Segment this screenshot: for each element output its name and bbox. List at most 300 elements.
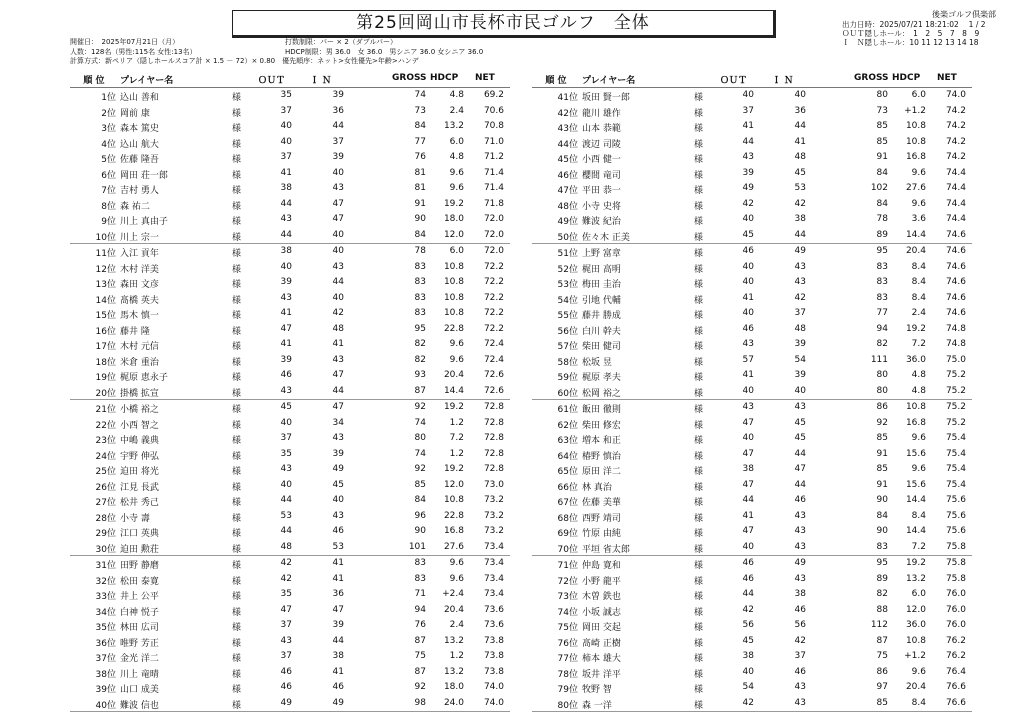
out-score-cell: 43 bbox=[742, 402, 754, 412]
player-name-cell: 木村 洋美 bbox=[120, 264, 159, 275]
table-row bbox=[532, 150, 972, 166]
rows-left bbox=[70, 88, 510, 712]
in-score-cell: 41 bbox=[332, 573, 344, 584]
out-score-cell: 41 bbox=[742, 370, 754, 380]
net-cell: 74.6 bbox=[945, 277, 966, 287]
hdcp-cell: 24.0 bbox=[443, 697, 464, 708]
in-score-cell: 46 bbox=[332, 526, 344, 536]
in-score-cell: 45 bbox=[794, 167, 806, 178]
table-row bbox=[70, 212, 510, 228]
table-row bbox=[70, 135, 510, 151]
player-name-cell: 佐々木 正美 bbox=[582, 232, 630, 243]
gross-cell: 101 bbox=[408, 541, 426, 552]
in-hidden-holes: Ｉ Ｎ隠しホール：10 11 12 13 14 18 bbox=[842, 38, 979, 47]
rank-cell: 47位 bbox=[557, 186, 578, 196]
player-name-cell: 迫田 将光 bbox=[120, 467, 159, 477]
rank-cell: 66位 bbox=[557, 482, 578, 493]
in-score-cell: 42 bbox=[332, 308, 344, 318]
in-score-cell: 46 bbox=[332, 682, 344, 692]
table-row bbox=[70, 197, 510, 213]
net-cell: 74.2 bbox=[945, 152, 966, 162]
rank-cell: 30位 bbox=[95, 544, 116, 555]
out-score-cell: 54 bbox=[742, 682, 754, 692]
player-name-cell: 田野 静磨 bbox=[120, 561, 159, 571]
out-score-cell: 46 bbox=[742, 246, 754, 256]
in-score-cell: 45 bbox=[332, 479, 344, 490]
rank-cell: 70位 bbox=[557, 544, 578, 555]
out-score-cell: 46 bbox=[742, 558, 754, 568]
hdcp-cell: 7.2 bbox=[911, 339, 926, 349]
table-row bbox=[532, 275, 972, 291]
gross-cell: 94 bbox=[876, 323, 888, 334]
net-cell: 74.2 bbox=[945, 136, 966, 147]
honorific-cell: 様 bbox=[694, 264, 704, 275]
gross-cell: 89 bbox=[876, 229, 888, 240]
net-cell: 72.2 bbox=[483, 323, 504, 334]
table-row bbox=[70, 384, 510, 400]
honorific-cell: 様 bbox=[232, 155, 242, 165]
gross-cell: 83 bbox=[414, 573, 426, 584]
net-cell: 74.8 bbox=[945, 339, 966, 349]
in-score-cell: 43 bbox=[794, 526, 806, 536]
player-name-cell: 牧野 智 bbox=[582, 685, 612, 695]
net-cell: 72.2 bbox=[483, 277, 504, 287]
net-cell: 72.8 bbox=[483, 464, 504, 474]
out-score-cell: 44 bbox=[742, 589, 754, 599]
player-name-cell: 平田 恭一 bbox=[582, 186, 621, 196]
in-score-cell: 43 bbox=[332, 510, 344, 521]
hdcp-cell: 19.2 bbox=[443, 198, 464, 209]
net-cell: 75.6 bbox=[945, 495, 966, 505]
out-score-cell: 45 bbox=[280, 402, 292, 412]
hdcp-header: HDCP bbox=[430, 73, 459, 83]
net-cell: 73.4 bbox=[483, 589, 504, 599]
player-name-cell: 山本 恭範 bbox=[582, 124, 621, 134]
honorific-cell: 様 bbox=[232, 436, 242, 446]
honorific-cell: 様 bbox=[232, 638, 242, 649]
player-name-cell: 川上 真由子 bbox=[120, 217, 168, 227]
gross-cell: 80 bbox=[876, 370, 888, 380]
in-score-cell: 44 bbox=[794, 479, 806, 490]
player-name-cell: 平垣 省太郎 bbox=[582, 544, 630, 555]
calc-method: 計算方式：新ペリア（隠しホールスコア計 × 1.5 － 72）× 0.80 優先順序：ネット>女性優先>年齢>ハンデ bbox=[70, 57, 419, 65]
out-score-cell: 47 bbox=[280, 323, 292, 334]
table-row bbox=[532, 353, 972, 369]
honorific-cell: 様 bbox=[694, 482, 704, 493]
gross-cell: 83 bbox=[414, 308, 426, 318]
net-cell: 69.2 bbox=[483, 90, 504, 100]
hdcp-cell: 8.4 bbox=[911, 510, 926, 521]
hdcp-cell: 13.2 bbox=[905, 573, 926, 584]
gross-cell: 87 bbox=[414, 635, 426, 646]
out-score-cell: 38 bbox=[742, 651, 754, 661]
player-name-cell: 森 一洋 bbox=[582, 700, 612, 711]
honorific-cell: 様 bbox=[694, 498, 704, 508]
player-name-cell: 木村 元信 bbox=[120, 342, 159, 352]
in-score-cell: 41 bbox=[332, 339, 344, 349]
net-cell: 75.4 bbox=[945, 433, 966, 443]
in-score-cell: 44 bbox=[332, 121, 344, 131]
net-cell: 76.2 bbox=[945, 651, 966, 661]
table-row bbox=[532, 119, 972, 135]
results-table-right bbox=[532, 73, 972, 712]
out-score-cell: 43 bbox=[742, 152, 754, 162]
rank-cell: 19位 bbox=[95, 373, 116, 383]
out-score-cell: 46 bbox=[280, 666, 292, 677]
rank-cell: 5位 bbox=[101, 155, 116, 165]
table-row bbox=[70, 540, 510, 556]
rank-cell: 51位 bbox=[557, 249, 578, 259]
honorific-cell: 様 bbox=[232, 623, 242, 633]
player-name-cell: 龍川 雄作 bbox=[582, 108, 621, 119]
player-name-cell: 掛橋 拡宣 bbox=[120, 388, 159, 399]
rank-cell: 72位 bbox=[557, 576, 578, 587]
out-score-cell: 41 bbox=[742, 510, 754, 521]
net-cell: 75.2 bbox=[945, 402, 966, 412]
honorific-cell: 様 bbox=[694, 155, 704, 165]
player-name-cell: 江口 英典 bbox=[120, 529, 159, 539]
rank-cell: 52位 bbox=[557, 264, 578, 275]
out-score-cell: 41 bbox=[280, 339, 292, 349]
net-cell: 72.0 bbox=[483, 229, 504, 240]
rank-cell: 23位 bbox=[95, 436, 116, 446]
net-cell: 72.2 bbox=[483, 308, 504, 318]
honorific-cell: 様 bbox=[694, 388, 704, 399]
net-cell: 74.4 bbox=[945, 167, 966, 178]
hdcp-cell: 2.4 bbox=[449, 620, 464, 630]
rank-cell: 73位 bbox=[557, 592, 578, 602]
rank-cell: 46位 bbox=[557, 170, 578, 181]
player-name-cell: 小寺 史将 bbox=[582, 201, 621, 212]
table-row bbox=[532, 306, 972, 322]
hdcp-cell: 9.6 bbox=[449, 558, 464, 568]
in-score-cell: 43 bbox=[794, 277, 806, 287]
in-score-cell: 44 bbox=[332, 277, 344, 287]
rank-cell: 56位 bbox=[557, 326, 578, 337]
print-info: 出力日時：2025/07/21 18:21:02 1 / 2 bbox=[842, 20, 986, 29]
hdcp-cell: +2.4 bbox=[442, 589, 464, 599]
hdcp-cell: 19.2 bbox=[905, 558, 926, 568]
gross-cell: 91 bbox=[876, 152, 888, 162]
honorific-cell: 様 bbox=[232, 482, 242, 493]
table-row bbox=[532, 634, 972, 650]
results-table-left bbox=[70, 73, 510, 712]
gross-cell: 83 bbox=[414, 277, 426, 287]
gross-cell: 90 bbox=[876, 495, 888, 505]
net-cell: 75.0 bbox=[945, 354, 966, 365]
table-row bbox=[532, 696, 972, 712]
table-row bbox=[532, 104, 972, 120]
rank-cell: 13位 bbox=[95, 280, 116, 290]
out-score-cell: 40 bbox=[742, 666, 754, 677]
row-group bbox=[532, 400, 972, 556]
out-score-cell: 49 bbox=[742, 183, 754, 193]
net-cell: 76.6 bbox=[945, 682, 966, 692]
table-row bbox=[70, 447, 510, 463]
gross-cell: 96 bbox=[414, 510, 426, 521]
table-row bbox=[70, 166, 510, 182]
rank-header: 順 位 bbox=[545, 76, 567, 86]
honorific-cell: 様 bbox=[232, 124, 242, 134]
honorific-cell: 様 bbox=[694, 186, 704, 196]
out-score-cell: 37 bbox=[280, 620, 292, 630]
gross-cell: 92 bbox=[414, 402, 426, 412]
table-row bbox=[532, 649, 972, 665]
out-score-cell: 56 bbox=[742, 620, 754, 630]
player-name-cell: 唯野 芳正 bbox=[120, 638, 159, 649]
hdcp-cell: 10.8 bbox=[443, 261, 464, 272]
table-row bbox=[70, 696, 510, 712]
rank-cell: 54位 bbox=[557, 295, 578, 306]
hdcp-cell: 14.4 bbox=[905, 229, 926, 240]
rank-cell: 59位 bbox=[557, 373, 578, 383]
honorific-cell: 様 bbox=[694, 529, 704, 539]
honorific-cell: 様 bbox=[694, 93, 704, 103]
honorific-cell: 様 bbox=[232, 700, 242, 711]
player-name-cell: 難波 信也 bbox=[120, 700, 159, 711]
net-cell: 73.4 bbox=[483, 541, 504, 552]
player-name-cell: 小西 健一 bbox=[582, 155, 621, 165]
net-cell: 74.6 bbox=[945, 292, 966, 303]
rank-cell: 12位 bbox=[95, 264, 116, 275]
out-score-cell: 40 bbox=[280, 417, 292, 428]
table-row bbox=[70, 368, 510, 384]
player-name-cell: 梶原 孝夫 bbox=[582, 373, 621, 383]
out-score-cell: 57 bbox=[742, 354, 754, 365]
gross-cell: 76 bbox=[414, 620, 426, 630]
in-score-cell: 53 bbox=[332, 541, 344, 552]
in-score-cell: 47 bbox=[794, 464, 806, 474]
rank-cell: 40位 bbox=[95, 700, 116, 711]
honorific-cell: 様 bbox=[232, 467, 242, 477]
table-row bbox=[70, 493, 510, 509]
hdcp-cell: 12.0 bbox=[443, 229, 464, 240]
gross-cell: 84 bbox=[876, 510, 888, 521]
gross-cell: 111 bbox=[870, 354, 888, 365]
in-score-cell: 42 bbox=[794, 198, 806, 209]
rank-cell: 4位 bbox=[101, 139, 116, 150]
net-cell: 72.8 bbox=[483, 417, 504, 428]
rank-cell: 57位 bbox=[557, 342, 578, 352]
in-score-cell: 38 bbox=[332, 651, 344, 661]
rank-cell: 33位 bbox=[95, 592, 116, 602]
hdcp-cell: +1.2 bbox=[904, 105, 926, 116]
out-score-cell: 37 bbox=[280, 433, 292, 443]
honorific-cell: 様 bbox=[694, 513, 704, 524]
player-name-cell: 増本 和正 bbox=[582, 436, 621, 446]
honorific-cell: 様 bbox=[694, 420, 704, 431]
hdcp-cell: 18.0 bbox=[443, 682, 464, 692]
table-row bbox=[532, 291, 972, 307]
player-name-cell: 岡田 交起 bbox=[582, 623, 621, 633]
gross-cell: 84 bbox=[414, 121, 426, 131]
player-name-cell: 引地 代輔 bbox=[582, 295, 621, 306]
net-cell: 72.0 bbox=[483, 214, 504, 224]
in-score-cell: 41 bbox=[332, 666, 344, 677]
in-score-cell: 43 bbox=[794, 510, 806, 521]
in-score-cell: 48 bbox=[332, 323, 344, 334]
table-row bbox=[532, 431, 972, 447]
rank-cell: 29位 bbox=[95, 529, 116, 539]
rank-cell: 75位 bbox=[557, 623, 578, 633]
table-row bbox=[70, 353, 510, 369]
hdcp-cell: 9.6 bbox=[911, 464, 926, 474]
honorific-cell: 様 bbox=[232, 232, 242, 243]
table-row bbox=[532, 587, 972, 603]
hdcp-cell: 13.2 bbox=[443, 121, 464, 131]
out-hidden-holes: ＯＵＴ隠しホール： 1 2 5 7 8 9 bbox=[842, 29, 980, 38]
rank-cell: 8位 bbox=[101, 201, 116, 212]
player-name-cell: 藤井 隆 bbox=[120, 326, 150, 337]
honorific-cell: 様 bbox=[694, 311, 704, 321]
in-score-cell: 39 bbox=[332, 152, 344, 162]
honorific-cell: 様 bbox=[232, 685, 242, 695]
gross-cell: 95 bbox=[876, 558, 888, 568]
player-name-cell: 中嶋 義典 bbox=[120, 436, 159, 446]
out-score-cell: 43 bbox=[280, 635, 292, 646]
rank-cell: 61位 bbox=[557, 405, 578, 415]
club-name: 後楽ゴルフ倶楽部 bbox=[932, 10, 996, 19]
hdcp-cell: 19.2 bbox=[443, 402, 464, 412]
in-score-cell: 39 bbox=[794, 370, 806, 380]
out-score-cell: 38 bbox=[742, 464, 754, 474]
out-score-cell: 47 bbox=[742, 526, 754, 536]
hdcp-cell: 9.6 bbox=[911, 198, 926, 209]
honorific-cell: 様 bbox=[232, 357, 242, 368]
table-row bbox=[70, 556, 510, 572]
honorific-cell: 様 bbox=[232, 529, 242, 539]
out-score-cell: 40 bbox=[742, 277, 754, 287]
gross-cell: 94 bbox=[414, 604, 426, 615]
rank-cell: 14位 bbox=[95, 295, 116, 306]
honorific-cell: 様 bbox=[694, 357, 704, 368]
player-name-cell: 原田 洋二 bbox=[582, 467, 621, 477]
in-score-cell: 43 bbox=[794, 541, 806, 552]
table-row bbox=[70, 88, 510, 104]
table-row bbox=[70, 291, 510, 307]
out-score-cell: 42 bbox=[280, 558, 292, 568]
rank-cell: 55位 bbox=[557, 311, 578, 321]
out-score-cell: 45 bbox=[742, 635, 754, 646]
out-score-cell: 48 bbox=[280, 541, 292, 552]
honorific-cell: 様 bbox=[694, 280, 704, 290]
hdcp-cell: 20.4 bbox=[905, 246, 926, 256]
honorific-cell: 様 bbox=[232, 217, 242, 227]
out-header: ＯＵＴ bbox=[258, 76, 286, 86]
net-cell: 70.6 bbox=[483, 105, 504, 116]
rank-cell: 28位 bbox=[95, 513, 116, 524]
in-score-cell: 43 bbox=[332, 354, 344, 365]
net-header: NET bbox=[475, 73, 495, 83]
in-score-cell: 47 bbox=[332, 604, 344, 615]
net-cell: 75.6 bbox=[945, 510, 966, 521]
gross-cell: 75 bbox=[876, 651, 888, 661]
row-group bbox=[70, 400, 510, 556]
honorific-cell: 様 bbox=[232, 186, 242, 196]
player-name-cell: 髙橋 英夫 bbox=[120, 295, 159, 306]
table-row bbox=[70, 431, 510, 447]
rank-cell: 9位 bbox=[101, 217, 116, 227]
rank-cell: 41位 bbox=[557, 93, 578, 103]
net-cell: 73.2 bbox=[483, 495, 504, 505]
rank-cell: 58位 bbox=[557, 357, 578, 368]
hdcp-cell: 7.2 bbox=[911, 541, 926, 552]
player-name-cell: 森 祐二 bbox=[120, 201, 150, 212]
net-cell: 73.4 bbox=[483, 573, 504, 584]
in-score-cell: 43 bbox=[794, 697, 806, 708]
table-row bbox=[532, 260, 972, 276]
gross-cell: 83 bbox=[414, 261, 426, 272]
table-row bbox=[532, 509, 972, 525]
player-name-cell: 渡辺 司陵 bbox=[582, 139, 621, 150]
player-name-cell: 林田 広司 bbox=[120, 623, 159, 633]
hdcp-cell: 8.4 bbox=[911, 697, 926, 708]
out-score-cell: 38 bbox=[280, 183, 292, 193]
honorific-cell: 様 bbox=[694, 451, 704, 462]
table-row bbox=[70, 181, 510, 197]
hdcp-cell: 19.2 bbox=[905, 323, 926, 334]
rank-cell: 1位 bbox=[101, 93, 116, 103]
table-row bbox=[70, 104, 510, 120]
rank-cell: 45位 bbox=[557, 155, 578, 165]
out-score-cell: 44 bbox=[280, 229, 292, 240]
player-name-cell: 山口 成美 bbox=[120, 685, 159, 695]
table-row bbox=[532, 384, 972, 400]
table-row bbox=[70, 478, 510, 494]
out-score-cell: 40 bbox=[742, 214, 754, 224]
player-header: プレイヤー名 bbox=[582, 76, 636, 86]
hdcp-cell: 10.8 bbox=[905, 121, 926, 131]
hdcp-cell: 8.4 bbox=[911, 277, 926, 287]
hdcp-cell: 6.0 bbox=[449, 246, 464, 256]
honorific-cell: 様 bbox=[232, 669, 242, 680]
rank-cell: 76位 bbox=[557, 638, 578, 649]
table-row bbox=[70, 275, 510, 291]
rank-cell: 77位 bbox=[557, 654, 578, 664]
player-name-cell: 白川 幹夫 bbox=[582, 326, 621, 337]
in-score-cell: 47 bbox=[332, 198, 344, 209]
out-score-cell: 39 bbox=[742, 167, 754, 178]
gross-header: GROSS bbox=[392, 73, 427, 83]
table-row bbox=[532, 368, 972, 384]
net-cell: 75.8 bbox=[945, 541, 966, 552]
player-name-cell: 木曽 鉄也 bbox=[582, 592, 621, 602]
rank-header: 順 位 bbox=[83, 76, 105, 86]
in-score-cell: 44 bbox=[332, 385, 344, 396]
table-row bbox=[532, 166, 972, 182]
honorific-cell: 様 bbox=[694, 326, 704, 337]
rank-cell: 22位 bbox=[95, 420, 116, 431]
player-name-cell: 松田 泰寛 bbox=[120, 576, 159, 587]
gross-cell: 88 bbox=[876, 604, 888, 615]
out-score-cell: 43 bbox=[280, 292, 292, 303]
hdcp-cell: 16.8 bbox=[905, 152, 926, 162]
rank-cell: 20位 bbox=[95, 388, 116, 399]
hdcp-cell: 22.8 bbox=[443, 323, 464, 334]
in-score-cell: 47 bbox=[332, 402, 344, 412]
gross-cell: 83 bbox=[414, 558, 426, 568]
gross-cell: 85 bbox=[876, 464, 888, 474]
gross-cell: 85 bbox=[876, 136, 888, 147]
hdcp-cell: 7.2 bbox=[449, 433, 464, 443]
gross-cell: 92 bbox=[414, 682, 426, 692]
rank-cell: 32位 bbox=[95, 576, 116, 587]
net-cell: 72.8 bbox=[483, 433, 504, 443]
hdcp-cell: 13.2 bbox=[443, 666, 464, 677]
table-row bbox=[532, 447, 972, 463]
out-score-cell: 44 bbox=[742, 495, 754, 505]
net-cell: 73.8 bbox=[483, 651, 504, 661]
